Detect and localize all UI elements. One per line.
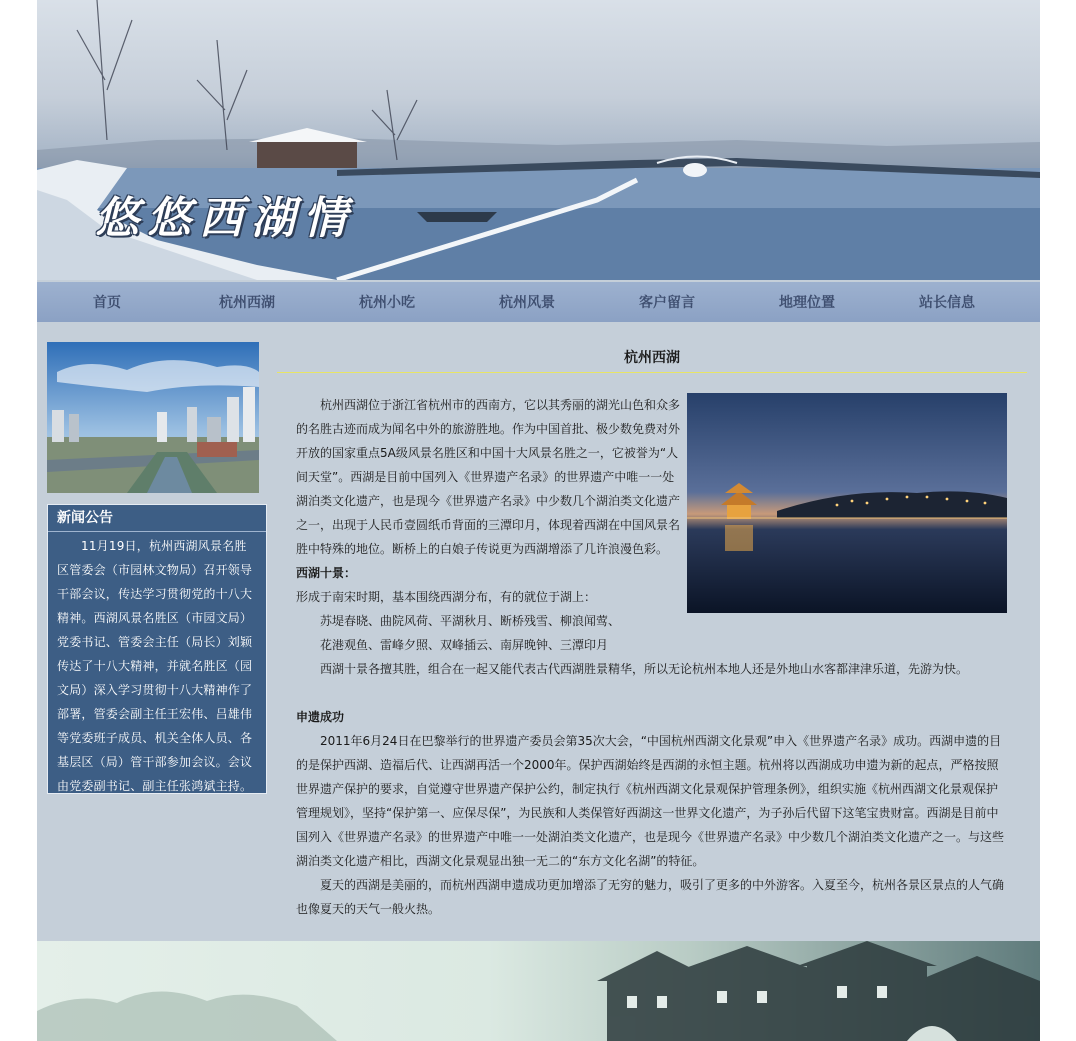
nav-item-snacks[interactable]: 杭州小吃 (359, 295, 415, 311)
news-panel-title: 新闻公告 (48, 505, 266, 532)
heritage-heading: 申遗成功 (296, 710, 345, 724)
ten-views-line-1: 苏堤春晓、曲院风荷、平湖秋月、断桥残雪、柳浪闻莺、 (320, 614, 621, 628)
ten-views-origin: 形成于南宋时期，基本围绕西湖分布，有的就位于湖上： (296, 590, 597, 604)
ten-views-line-2: 花港观鱼、雷峰夕照、双峰插云、南屏晚钟、三潭印月 (320, 638, 609, 652)
nav-item-scenery[interactable]: 杭州风景 (499, 295, 555, 311)
nav-item-webmaster[interactable]: 站长信息 (919, 295, 975, 311)
footer-banner (37, 941, 1040, 1041)
title-divider (277, 372, 1027, 373)
news-panel (47, 504, 267, 794)
heritage-paragraph: 2011年6月24日在巴黎举行的世界遗产委员会第35次大会，“中国杭州西湖文化景观”申入《世界遗产名录》成功。西湖申遗的目的是保护西湖、造福后代、让西湖再活一个2000年。保护西湖始终是西湖的永恒主题。杭州将以西湖成功申遗为新的起点，严格按照世界遗产保护的要求，自觉遵守世界遗产保护公约，制定执行《杭州西湖文化景观保护管理条例》，组织实施《杭州西湖文化景观保护管理规划》，坚持“保护第一、应保尽保”，为民族和人类保管好西湖这一世界文化遗产，为子孙后代留下这笔宝贵财富。西湖是目前中国列入《世界遗产名录》的世界遗产中唯一一处湖泊类文化遗产，也是现今《世界遗产名录》中少数几个湖泊类文化遗产之一。与这些湖泊类文化遗产相比，西湖文化景观显出独一无二的“东方文化名湖”的特征。 (296, 734, 1005, 868)
ten-views-heading: 西湖十景： (296, 566, 357, 580)
water-town-ink-image (37, 941, 1040, 1041)
west-lake-night-image (687, 393, 1007, 613)
page-title: 杭州西湖 (624, 350, 680, 366)
summer-paragraph: 夏天的西湖是美丽的，而杭州西湖申遗成功更加增添了无穷的魅力，吸引了更多的中外游客。入夏至今，杭州各景区景点的人气确也像夏天的天气一般火热。 (296, 878, 1005, 916)
nav-item-west-lake[interactable]: 杭州西湖 (219, 295, 275, 311)
nav-item-home[interactable]: 首页 (93, 295, 121, 311)
nav-item-location[interactable]: 地理位置 (779, 295, 835, 311)
intro-paragraph: 杭州西湖位于浙江省杭州市的西南方，它以其秀丽的湖光山色和众多的名胜古迹而成为闻名中外的旅游胜地。作为中国首批、极少数免费对外开放的国家重点5A级风景名胜区和中国十大风景名胜之一，它被誉为“人间天堂”。西湖是目前中国列入《世界遗产名录》的世界遗产中唯一一处湖泊类文化遗产，也是现今《世界遗产名录》中少数几个湖泊类文化遗产之一，出现于人民币壹圆纸币背面的三潭印月，体现着西湖在中国风景名胜中特殊的地位。断桥上的白娘子传说更为西湖增添了几许浪漫色彩。 (296, 398, 681, 556)
page-container (37, 0, 1040, 1041)
nav-item-guestbook[interactable]: 客户留言 (639, 295, 695, 311)
header-banner (37, 0, 1040, 280)
main-nav (37, 282, 1040, 322)
site-title: 悠悠西湖情 (95, 193, 355, 244)
ten-views-summary: 西湖十景各擅其胜，组合在一起又能代表古代西湖胜景精华，所以无论杭州本地人还是外地山水客都津津乐道，先游为快。 (320, 662, 969, 676)
news-panel-body: 11月19日，杭州西湖风景名胜区管委会（市园林文物局）召开领导干部会议，传达学习贯彻党的十八大精神。西湖风景名胜区（市园文局）党委书记、管委会主任（局长）刘颖传达了十八大精神，并就名胜区（园文局）深入学习贯彻十八大精神作了部署，管委会副主任王宏伟、吕雄伟等党委班子成员、机关全体人员、各基层区（局）管干部参加会议。会议由党委副书记、副主任张鸿斌主持。 (57, 539, 253, 793)
city-skyline-image (47, 342, 259, 493)
